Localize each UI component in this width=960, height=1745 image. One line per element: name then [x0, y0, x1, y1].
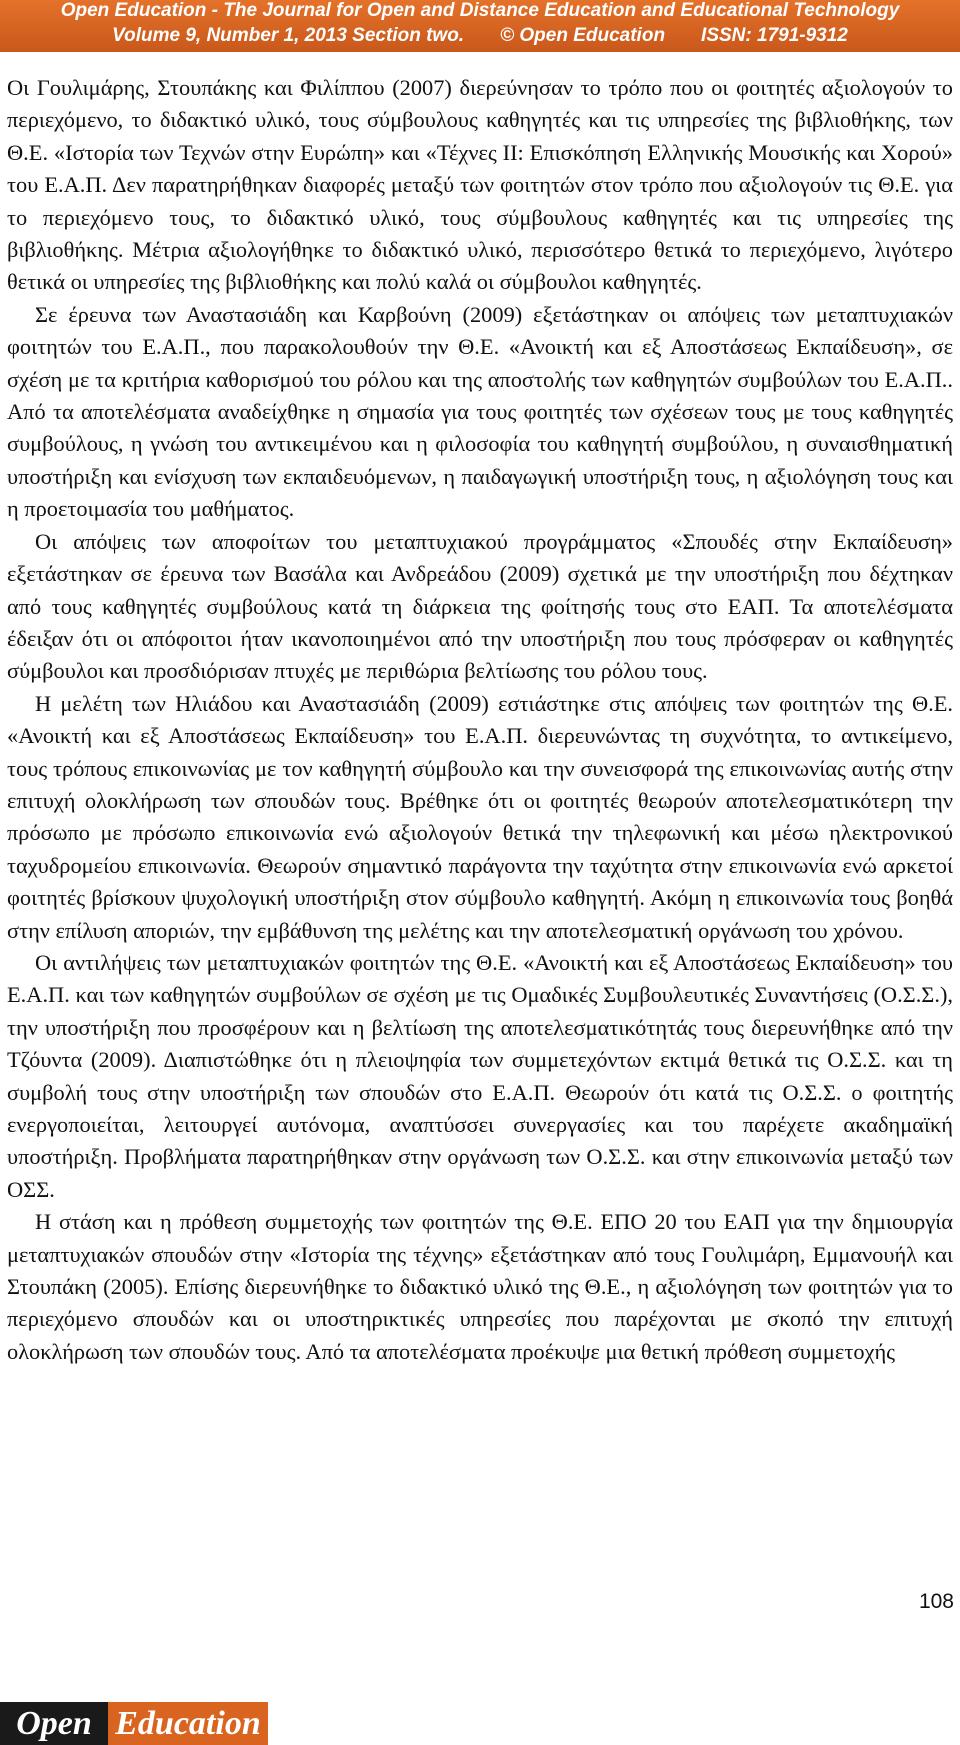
- journal-title: Open Education - The Journal for Open and Distance Education and Educational Technology: [60, 0, 900, 21]
- paragraph: Σε έρευνα των Αναστασιάδη και Καρβούνη (2009) εξετάστηκαν οι απόψεις των μεταπτυχιακών φοιτητών του Ε.Α.Π., που παρακολουθούν την Θ.Ε. «Ανοικτή και εξ Αποστάσεως Εκπαίδευση», σε σχέση με τα κριτήρια καθορισμού του ρόλου και της αποστολής των καθηγητών συμβούλων του Ε.Α.Π.. Από τα αποτελέσματα αναδείχθηκε η σημασία για τους φοιτητές των σχέσεων τους με τους καθηγητές συμβούλους, η γνώση του αντικειμένου και η φιλοσοφία του καθηγητή συμβούλου, η συναισθηματική υποστήριξη και ενίσχυση των εκπαιδευόμενων, η παιδαγωγική υποστήριξη τους, η αξιολόγηση τους και η προετοιμασία του μαθήματος.: [7, 301, 953, 522]
- journal-issn: ISSN: 1791-9312: [701, 25, 848, 46]
- paragraph: Η μελέτη των Ηλιάδου και Αναστασιάδη (2009) εστιάστηκε στις απόψεις των φοιτητών της Θ.Ε. «Ανοικτή και εξ Αποστάσεως Εκπαίδευση» του Ε.Α.Π. διερευνώντας τη συχνότητα, το αντικείμενο, τους τρόπους επικοινωνίας με τον καθηγητή σύμβουλο και την συνεισφορά της επικοινωνίας αυτής στην επιτυχή ολοκλήρωση των σπουδών τους. Βρέθηκε ότι οι φοιτητές θεωρούν αποτελεσματικότερη την πρόσωπο με πρόσωπο επικοινωνία ενώ αξιολογούν θετικά την τηλεφωνική και μέσω ηλεκτρονικού ταχυδρομείου επικοινωνία. Θεωρούν σημαντικό παράγοντα την ταχύτητα στην επικοινωνία ενώ αρκετοί φοιτητές βρίσκουν ψυχολογική υποστήριξη στον σύμβουλο καθηγητή. Ακόμη η επικοινωνία τους βοηθά στην επίλυση αποριών, την εμβάθυνση της μελέτης και την αποτελεσματική οργάνωση του χρόνου.: [7, 690, 953, 943]
- paragraph: Οι Γουλιμάρης, Στουπάκης και Φιλίππου (2007) διερεύνησαν το τρόπο που οι φοιτητές αξιολογούν το περιεχόμενο, το διδακτικό υλικό, τους σύμβουλους καθηγητές και τις υπηρεσίες της βιβλιοθήκης, των Θ.Ε. «Ιστορία των Τεχνών στην Ευρώπη» και «Τέχνες ΙΙ: Επισκόπηση Ελληνικής Μουσικής και Χορού» του Ε.Α.Π. Δεν παρατηρήθηκαν διαφορές μεταξύ των φοιτητών στον τρόπο που αξιολογούν τις Θ.Ε. για το περιεχόμενο τους, το διδακτικό υλικό, τους σύμβουλους καθηγητές και τις υπηρεσίες της βιβλιοθήκης. Μέτρια αξιολογήθηκε το διδακτικό υλικό, περισσότερο θετικά το περιεχόμενο, λιγότερο θετικά οι υπηρεσίες της βιβλιοθήκης και πολύ καλά οι σύμβουλοι καθηγητές.: [7, 75, 953, 295]
- journal-issue-line: [0, 25, 960, 47]
- journal-publisher: © Open Education: [500, 25, 666, 46]
- logo-word-education: Education: [108, 1702, 268, 1745]
- article-body: [7, 72, 953, 1368]
- open-education-logo: [0, 1702, 268, 1745]
- journal-header: [0, 0, 960, 52]
- logo-word-open: Open: [0, 1702, 108, 1745]
- paragraph: Οι απόψεις των αποφοίτων του μεταπτυχιακού προγράμματος «Σπουδές στην Εκπαίδευση» εξετάστηκαν σε έρευνα των Βασάλα και Ανδρεάδου (2009) σχετικά με την υποστήριξη που δέχτηκαν από τους καθηγητές συμβούλους κατά τη διάρκεια της φοίτησής τους στο ΕΑΠ. Τα αποτελέσματα έδειξαν ότι οι απόφοιτοι ήταν ικανοποιημένοι από την υποστήριξη που τους πρόσφεραν οι καθηγητές σύμβουλοι και προσδιόρισαν πτυχές με περιθώρια βελτίωσης του ρόλου τους.: [7, 528, 953, 684]
- paragraph: Οι αντιλήψεις των μεταπτυχιακών φοιτητών της Θ.Ε. «Ανοικτή και εξ Αποστάσεως Εκπαίδευση» του Ε.Α.Π. και των καθηγητών συμβούλων σε σχέση με τις Ομαδικές Συμβουλευτικές Συναντήσεις (Ο.Σ.Σ.), την υποστήριξη που προσφέρουν και η βελτίωση της αποτελεσματικότητάς τους διερευνήθηκε από την Τζόυντα (2009). Διαπιστώθηκε ότι η πλειοψηφία των συμμετεχόντων εκτιμά θετικά τις Ο.Σ.Σ. και τη συμβολή τους στην υποστήριξη των σπουδών στο Ε.Α.Π. Θεωρούν ότι κατά τις Ο.Σ.Σ. ο φοιτητής ενεργοποιείται, λειτουργεί αυτόνομα, αναπτύσσει συνεργασίες και του παρέχετε ακαδημαϊκή υποστήριξη. Προβλήματα παρατηρήθηκαν στην οργάνωση των Ο.Σ.Σ. και στην επικοινωνία μεταξύ των ΟΣΣ.: [7, 949, 953, 1202]
- page-number: 108: [918, 1590, 954, 1613]
- journal-volume: Volume 9, Number 1, 2013 Section two.: [112, 25, 465, 46]
- paragraph: Η στάση και η πρόθεση συμμετοχής των φοιτητών της Θ.Ε. ΕΠΟ 20 του ΕΑΠ για την δημιουργία μεταπτυχιακών σπουδών στην «Ιστορία της τέχνης» εξετάστηκαν από τους Γουλιμάρη, Εμμανουήλ και Στουπάκη (2005). Επίσης διερευνήθηκε το διδακτικό υλικό της Θ.Ε., η αξιολόγηση των φοιτητών για το περιεχόμενο σπουδών και οι υποστηρικτικές υπηρεσίες που παρέχονται με σκοπό την επιτυχή ολοκλήρωση των σπουδών τους. Από τα αποτελέσματα προέκυψε μια θετική πρόθεση συμμετοχής: [7, 1209, 953, 1364]
